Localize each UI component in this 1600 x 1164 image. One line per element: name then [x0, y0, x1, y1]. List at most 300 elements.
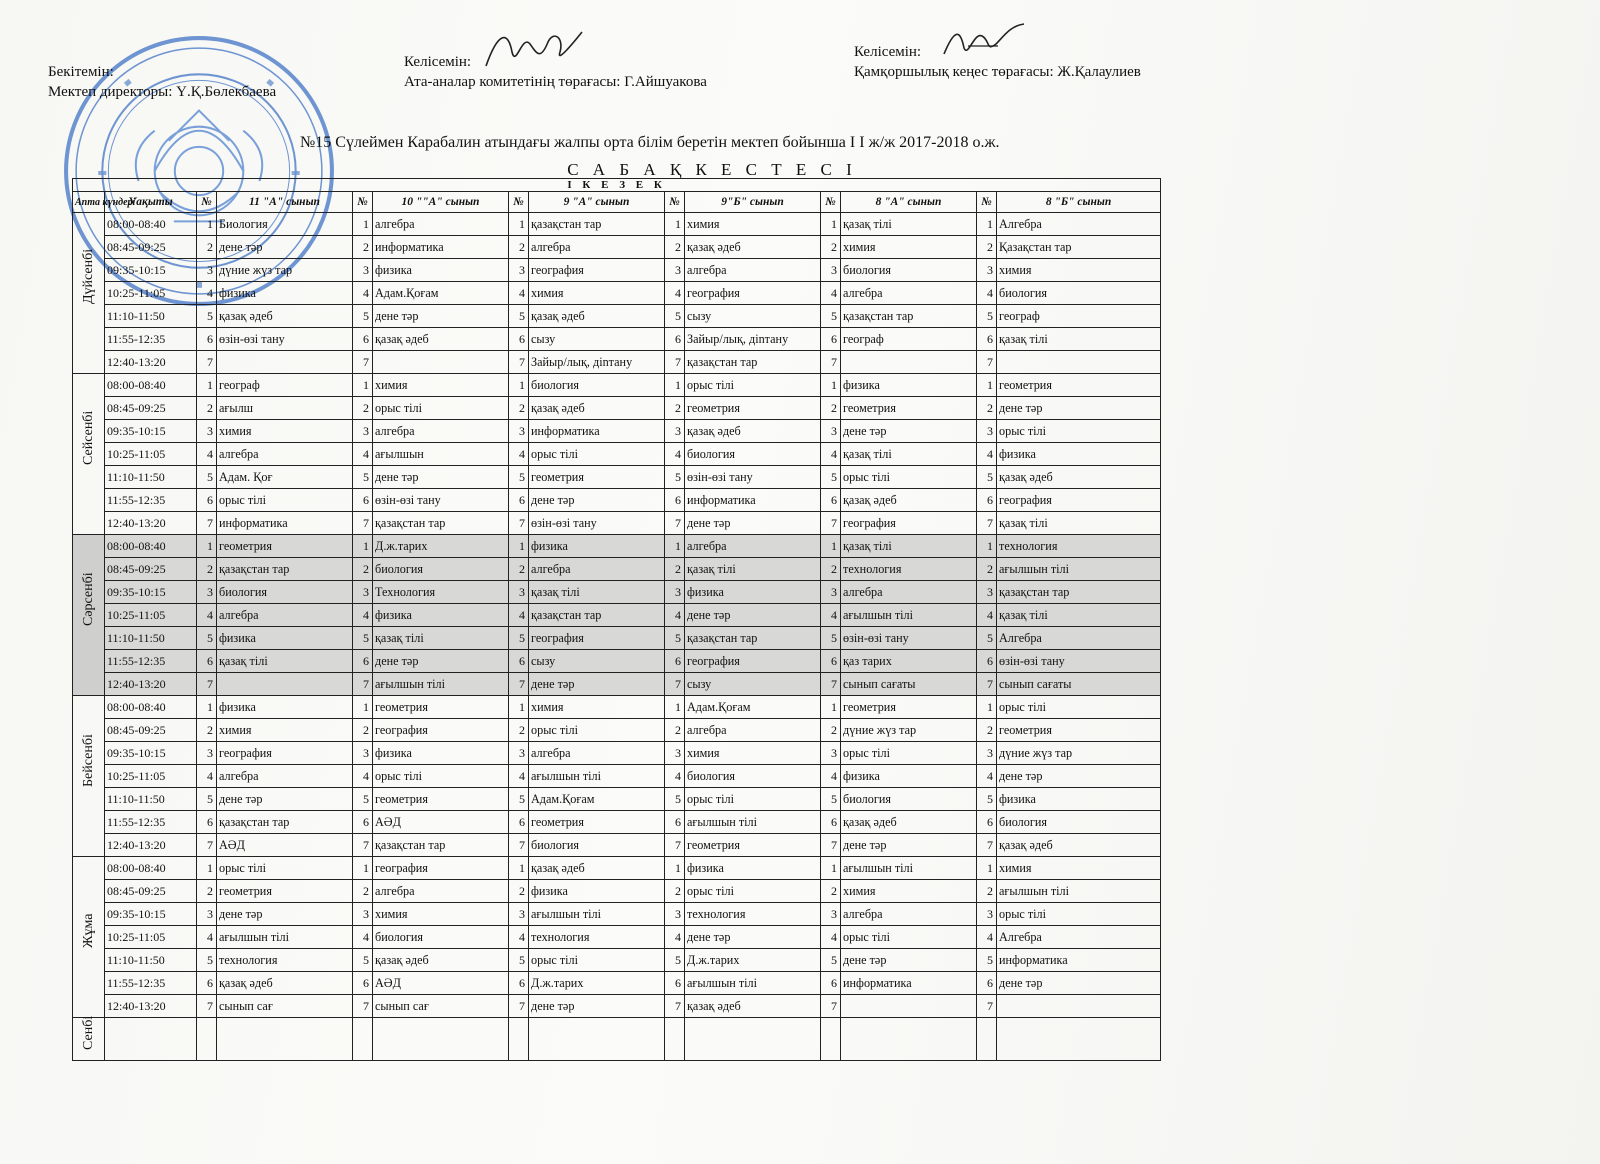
- subject-cell: технология: [529, 926, 665, 949]
- subject-cell: география: [529, 627, 665, 650]
- lesson-number: 6: [197, 489, 217, 512]
- subject-cell: дене тәр: [685, 512, 821, 535]
- lesson-number: 6: [977, 972, 997, 995]
- subject-cell: орыс тілі: [529, 949, 665, 972]
- lesson-number: 6: [665, 489, 685, 512]
- subject-cell: [217, 351, 353, 374]
- time-cell: 08:45-09:25: [105, 236, 197, 259]
- lesson-number: 1: [353, 213, 373, 236]
- subject-cell: биология: [841, 259, 977, 282]
- subject-cell: сызу: [529, 328, 665, 351]
- lesson-number: 5: [977, 949, 997, 972]
- subject-cell: қазақ әдеб: [841, 489, 977, 512]
- lesson-number: 2: [353, 558, 373, 581]
- lesson-number: 7: [197, 673, 217, 696]
- subject-cell: химия: [685, 742, 821, 765]
- time-cell: 11:10-11:50: [105, 788, 197, 811]
- lesson-number: 7: [977, 834, 997, 857]
- lesson-number: 3: [821, 420, 841, 443]
- lesson-number: 5: [665, 627, 685, 650]
- lesson-number: [509, 1018, 529, 1061]
- time-cell: 11:10-11:50: [105, 305, 197, 328]
- schedule-table: [72, 178, 1161, 1061]
- lesson-number: 4: [353, 282, 373, 305]
- table-row: [73, 811, 1161, 834]
- schedule-caption: С А Б А Қ К Е С Т Е С І: [567, 160, 857, 179]
- table-row: [73, 512, 1161, 535]
- lesson-number: 3: [509, 581, 529, 604]
- lesson-number: 1: [353, 374, 373, 397]
- subject-cell: орыс тілі: [997, 696, 1161, 719]
- lesson-number: 2: [977, 880, 997, 903]
- table-row: [73, 305, 1161, 328]
- subject-cell: география: [685, 650, 821, 673]
- lesson-number: 1: [665, 374, 685, 397]
- approve-label: Бекітемін:: [48, 64, 114, 80]
- lesson-number: 4: [821, 926, 841, 949]
- subject-cell: орыс тілі: [373, 765, 509, 788]
- subject-cell: алгебра: [685, 535, 821, 558]
- table-row: [73, 926, 1161, 949]
- subject-cell: информатика: [841, 972, 977, 995]
- day-cell: [73, 374, 105, 535]
- subject-cell: дене тәр: [217, 788, 353, 811]
- lesson-number: 5: [197, 466, 217, 489]
- lesson-number: 5: [197, 949, 217, 972]
- time-cell: 08:00-08:40: [105, 857, 197, 880]
- lesson-number: 2: [665, 558, 685, 581]
- lesson-number: 2: [821, 558, 841, 581]
- lesson-number: 7: [509, 673, 529, 696]
- subject-cell: алгебра: [373, 213, 509, 236]
- subject-cell: қазақ әдеб: [841, 811, 977, 834]
- lesson-number: 6: [197, 811, 217, 834]
- subject-cell: ағылшын тілі: [685, 972, 821, 995]
- subject-cell: орыс тілі: [529, 443, 665, 466]
- lesson-number: 1: [197, 535, 217, 558]
- lesson-number: 1: [197, 374, 217, 397]
- subject-cell: өзін-өзі тану: [997, 650, 1161, 673]
- subject-cell: география: [997, 489, 1161, 512]
- subject-cell: дене тәр: [841, 949, 977, 972]
- lesson-number: 3: [353, 259, 373, 282]
- lesson-number: 3: [353, 742, 373, 765]
- subject-cell: дене тәр: [529, 489, 665, 512]
- subject-cell: химия: [217, 719, 353, 742]
- day-label: Жұма: [80, 913, 96, 948]
- subject-cell: технология: [685, 903, 821, 926]
- lesson-number: 1: [353, 696, 373, 719]
- lesson-number: 5: [821, 788, 841, 811]
- subject-cell: Зайыр/лық, діnтану: [685, 328, 821, 351]
- time-cell: 12:40-13:20: [105, 673, 197, 696]
- subject-cell: ағылшын тілі: [841, 604, 977, 627]
- subject-cell: алгебра: [217, 443, 353, 466]
- subject-cell: алгебра: [685, 719, 821, 742]
- subject-cell: қазақ әдеб: [529, 857, 665, 880]
- subject-cell: АӘД: [217, 834, 353, 857]
- lesson-number: 6: [509, 811, 529, 834]
- subject-cell: сынып сағ: [373, 995, 509, 1018]
- subject-cell: қазақстан тар: [685, 627, 821, 650]
- table-row: [73, 995, 1161, 1018]
- subject-cell: [997, 351, 1161, 374]
- lesson-number: 7: [509, 512, 529, 535]
- signature-2-icon: [938, 18, 1028, 62]
- subject-cell: орыс тілі: [529, 719, 665, 742]
- lesson-number: 1: [353, 857, 373, 880]
- lesson-number: 6: [509, 489, 529, 512]
- lesson-number: 1: [977, 535, 997, 558]
- table-row: [73, 742, 1161, 765]
- lesson-number: 1: [509, 696, 529, 719]
- subject-cell: дүние жүз тар: [997, 742, 1161, 765]
- subject-cell: қазақ әдеб: [685, 420, 821, 443]
- subject-cell: физика: [217, 627, 353, 650]
- agree2-label: Келісемін:: [854, 44, 922, 60]
- lesson-number: 5: [665, 788, 685, 811]
- lesson-number: 6: [509, 328, 529, 351]
- subject-cell: химия: [997, 259, 1161, 282]
- subject-cell: орыс тілі: [997, 420, 1161, 443]
- subject-cell: физика: [373, 742, 509, 765]
- day-cell: [73, 696, 105, 857]
- lesson-number: 7: [197, 512, 217, 535]
- subject-cell: қазақ тілі: [529, 581, 665, 604]
- lesson-number: [197, 1018, 217, 1061]
- subject-cell: өзін-өзі тану: [685, 466, 821, 489]
- subject-cell: қазақстан тар: [997, 581, 1161, 604]
- subject-cell: алгебра: [217, 604, 353, 627]
- subject-cell: алгебра: [529, 236, 665, 259]
- subject-cell: қазақстан тар: [685, 351, 821, 374]
- lesson-number: 5: [821, 627, 841, 650]
- day-label: Сейсенбі: [80, 410, 96, 465]
- subject-cell: қазақ әдеб: [217, 972, 353, 995]
- lesson-number: 4: [665, 282, 685, 305]
- subject-cell: ағылшын тілі: [997, 880, 1161, 903]
- lesson-number: 4: [197, 443, 217, 466]
- time-cell: 08:45-09:25: [105, 558, 197, 581]
- subject-cell: сызу: [529, 650, 665, 673]
- lesson-number: 3: [353, 420, 373, 443]
- subject-cell: Д.ж.тарих: [685, 949, 821, 972]
- table-row: [73, 604, 1161, 627]
- col-no: №: [821, 192, 841, 213]
- subject-cell: геометрия: [841, 397, 977, 420]
- table-row: [73, 719, 1161, 742]
- subject-cell: биология: [841, 788, 977, 811]
- lesson-number: 2: [821, 719, 841, 742]
- subject-cell: АӘД: [373, 972, 509, 995]
- lesson-number: 1: [665, 535, 685, 558]
- time-cell: 08:45-09:25: [105, 719, 197, 742]
- subject-cell: [373, 351, 509, 374]
- document-title: №15 Сүлеймен Карабалин атындағы жалпы орта білім беретін мектеп бойынша І І ж/ж 2017-2018 о.ж.: [300, 134, 1000, 151]
- lesson-number: 4: [977, 765, 997, 788]
- lesson-number: 1: [665, 857, 685, 880]
- subject-cell: дене тәр: [529, 995, 665, 1018]
- subject-cell: география: [217, 742, 353, 765]
- lesson-number: 1: [197, 857, 217, 880]
- subject-cell: орыс тілі: [685, 880, 821, 903]
- subject-cell: химия: [217, 420, 353, 443]
- lesson-number: 4: [665, 443, 685, 466]
- subject-cell: қазақ тілі: [841, 443, 977, 466]
- lesson-number: 7: [353, 995, 373, 1018]
- lesson-number: 3: [977, 420, 997, 443]
- subject-cell: Адам.Қоғам: [685, 696, 821, 719]
- subject-cell: биология: [529, 374, 665, 397]
- time-cell: 08:45-09:25: [105, 880, 197, 903]
- col-no: №: [197, 192, 217, 213]
- lesson-number: 4: [197, 765, 217, 788]
- lesson-number: 5: [353, 788, 373, 811]
- lesson-number: 4: [509, 926, 529, 949]
- lesson-number: 3: [197, 903, 217, 926]
- lesson-number: 5: [665, 305, 685, 328]
- subject-cell: биология: [217, 581, 353, 604]
- subject-cell: қазақ тілі: [841, 535, 977, 558]
- time-cell: 12:40-13:20: [105, 834, 197, 857]
- subject-cell: [529, 1018, 665, 1061]
- table-row: [73, 696, 1161, 719]
- time-cell: 11:55-12:35: [105, 489, 197, 512]
- time-cell: 10:25-11:05: [105, 926, 197, 949]
- subject-cell: дене тәр: [217, 903, 353, 926]
- lesson-number: 1: [821, 535, 841, 558]
- subject-cell: химия: [373, 903, 509, 926]
- lesson-number: 6: [977, 328, 997, 351]
- lesson-number: 7: [665, 995, 685, 1018]
- table-row: [73, 834, 1161, 857]
- subject-cell: алгебра: [685, 259, 821, 282]
- lesson-number: 2: [977, 719, 997, 742]
- lesson-number: 7: [821, 673, 841, 696]
- subject-cell: технология: [841, 558, 977, 581]
- table-row: [73, 765, 1161, 788]
- subject-cell: өзін-өзі тану: [841, 627, 977, 650]
- table-row: [73, 857, 1161, 880]
- lesson-number: 4: [509, 443, 529, 466]
- subject-cell: ағылшын тілі: [841, 857, 977, 880]
- table-row: [73, 282, 1161, 305]
- subject-cell: қазақстан тар: [217, 811, 353, 834]
- lesson-number: 4: [665, 926, 685, 949]
- subject-cell: қазақ тілі: [997, 512, 1161, 535]
- subject-cell: химия: [841, 880, 977, 903]
- subject-cell: ағылш: [217, 397, 353, 420]
- subject-cell: география: [373, 719, 509, 742]
- subject-cell: геометрия: [373, 696, 509, 719]
- lesson-number: 7: [977, 995, 997, 1018]
- subject-cell: физика: [841, 374, 977, 397]
- subject-cell: информатика: [217, 512, 353, 535]
- lesson-number: 1: [977, 857, 997, 880]
- subject-cell: биология: [529, 834, 665, 857]
- subject-cell: қазақ тілі: [997, 604, 1161, 627]
- lesson-number: 3: [197, 420, 217, 443]
- time-cell: [105, 1018, 197, 1061]
- lesson-number: 5: [353, 949, 373, 972]
- lesson-number: 6: [509, 650, 529, 673]
- subject-cell: геометрия: [373, 788, 509, 811]
- subject-cell: физика: [373, 604, 509, 627]
- subject-cell: физика: [685, 857, 821, 880]
- lesson-number: 6: [197, 328, 217, 351]
- lesson-number: 3: [197, 581, 217, 604]
- signature-1-icon: [478, 22, 588, 74]
- col-class-6: 8 "Б" сынып: [997, 192, 1161, 213]
- lesson-number: 3: [821, 581, 841, 604]
- subject-cell: ағылшын тілі: [685, 811, 821, 834]
- subject-cell: геометрия: [217, 535, 353, 558]
- lesson-number: 1: [353, 535, 373, 558]
- subject-cell: [841, 995, 977, 1018]
- lesson-number: 7: [353, 834, 373, 857]
- subject-cell: Зайыр/лық, діnтану: [529, 351, 665, 374]
- lesson-number: 1: [977, 696, 997, 719]
- lesson-number: 3: [665, 420, 685, 443]
- time-cell: 10:25-11:05: [105, 604, 197, 627]
- subject-cell: орыс тілі: [373, 397, 509, 420]
- subject-cell: орыс тілі: [997, 903, 1161, 926]
- day-cell: [73, 857, 105, 1018]
- table-row: [73, 374, 1161, 397]
- subject-cell: дене тәр: [841, 834, 977, 857]
- lesson-number: 1: [821, 213, 841, 236]
- lesson-number: 1: [197, 696, 217, 719]
- lesson-number: 2: [197, 397, 217, 420]
- lesson-number: 4: [197, 604, 217, 627]
- subject-cell: геометрия: [217, 880, 353, 903]
- subject-cell: Адам.Қоғам: [373, 282, 509, 305]
- subject-cell: орыс тілі: [841, 742, 977, 765]
- table-row: [73, 673, 1161, 696]
- subject-cell: алгебра: [373, 420, 509, 443]
- lesson-number: 6: [977, 489, 997, 512]
- lesson-number: 3: [665, 742, 685, 765]
- lesson-number: 5: [509, 466, 529, 489]
- lesson-number: 3: [197, 742, 217, 765]
- lesson-number: 7: [977, 351, 997, 374]
- lesson-number: 7: [197, 834, 217, 857]
- subject-cell: қазақстан тар: [529, 604, 665, 627]
- lesson-number: 4: [977, 926, 997, 949]
- lesson-number: 6: [821, 328, 841, 351]
- director-name: Мектеп директоры: Ү.Қ.Бөлекбаева: [48, 84, 277, 100]
- lesson-number: 5: [197, 305, 217, 328]
- lesson-number: 2: [977, 558, 997, 581]
- subject-cell: дене тәр: [529, 673, 665, 696]
- agree1-label: Келісемін:: [404, 54, 472, 70]
- lesson-number: 4: [353, 765, 373, 788]
- lesson-number: 6: [509, 972, 529, 995]
- subject-cell: химия: [997, 857, 1161, 880]
- lesson-number: 1: [821, 696, 841, 719]
- col-time: Уақыты: [105, 192, 197, 213]
- subject-cell: дене тәр: [373, 466, 509, 489]
- lesson-number: 5: [977, 466, 997, 489]
- lesson-number: 2: [509, 397, 529, 420]
- subject-cell: қазақ әдеб: [997, 834, 1161, 857]
- subject-cell: қазақстан тар: [529, 213, 665, 236]
- subject-cell: географ: [841, 328, 977, 351]
- day-cell: [73, 1015, 105, 1061]
- subject-cell: [997, 1018, 1161, 1061]
- subject-cell: физика: [685, 581, 821, 604]
- lesson-number: 4: [353, 926, 373, 949]
- lesson-number: 1: [197, 213, 217, 236]
- subject-cell: [841, 1018, 977, 1061]
- time-cell: 08:45-09:25: [105, 397, 197, 420]
- time-cell: 11:10-11:50: [105, 466, 197, 489]
- lesson-number: 2: [353, 719, 373, 742]
- subject-cell: орыс тілі: [685, 374, 821, 397]
- subject-cell: информатика: [529, 420, 665, 443]
- subject-cell: ағылшын тілі: [529, 903, 665, 926]
- time-cell: 11:10-11:50: [105, 949, 197, 972]
- subject-cell: қазақ әдеб: [373, 328, 509, 351]
- time-cell: 09:35-10:15: [105, 420, 197, 443]
- lesson-number: 5: [197, 788, 217, 811]
- lesson-number: 2: [197, 558, 217, 581]
- shift-header: І К Е З Е К: [73, 179, 1161, 192]
- subject-cell: орыс тілі: [841, 466, 977, 489]
- lesson-number: [977, 1018, 997, 1061]
- lesson-number: 2: [665, 719, 685, 742]
- subject-cell: физика: [373, 259, 509, 282]
- lesson-number: 7: [821, 351, 841, 374]
- table-row: [73, 558, 1161, 581]
- lesson-number: 4: [821, 604, 841, 627]
- lesson-number: 3: [509, 742, 529, 765]
- subject-cell: информатика: [685, 489, 821, 512]
- lesson-number: 4: [509, 282, 529, 305]
- subject-cell: АӘД: [373, 811, 509, 834]
- time-cell: 08:00-08:40: [105, 696, 197, 719]
- subject-cell: сызу: [685, 305, 821, 328]
- lesson-number: 4: [821, 765, 841, 788]
- subject-cell: биология: [373, 926, 509, 949]
- lesson-number: 6: [197, 650, 217, 673]
- subject-cell: қазақстан тар: [217, 558, 353, 581]
- day-cell: [73, 535, 105, 696]
- subject-cell: химия: [529, 696, 665, 719]
- lesson-number: 6: [665, 328, 685, 351]
- subject-cell: физика: [217, 696, 353, 719]
- subject-cell: сынып сағаты: [997, 673, 1161, 696]
- subject-cell: технология: [217, 949, 353, 972]
- time-cell: 12:40-13:20: [105, 512, 197, 535]
- time-cell: 08:00-08:40: [105, 213, 197, 236]
- subject-cell: химия: [373, 374, 509, 397]
- subject-cell: физика: [529, 535, 665, 558]
- subject-cell: географ: [997, 305, 1161, 328]
- subject-cell: дене тәр: [217, 236, 353, 259]
- lesson-number: 7: [977, 512, 997, 535]
- subject-cell: дене тәр: [685, 604, 821, 627]
- day-cell: [73, 213, 105, 374]
- subject-cell: [217, 1018, 353, 1061]
- time-cell: 09:35-10:15: [105, 903, 197, 926]
- lesson-number: 2: [197, 719, 217, 742]
- subject-cell: алгебра: [529, 742, 665, 765]
- subject-cell: биология: [997, 811, 1161, 834]
- table-row: [73, 650, 1161, 673]
- lesson-number: 6: [353, 328, 373, 351]
- subject-cell: химия: [685, 213, 821, 236]
